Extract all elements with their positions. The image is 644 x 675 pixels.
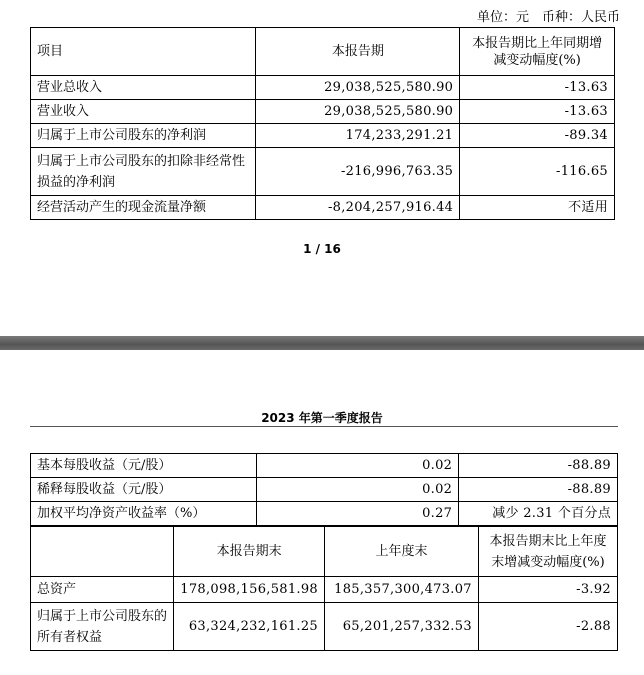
row-label: 归属于上市公司股东的净利润 [31,124,256,148]
header-current-period: 本报告期 [256,28,460,76]
row-value: 29,038,525,580.90 [256,76,460,100]
row-change: -13.63 [460,76,615,100]
table-row [31,478,618,502]
table-row [31,76,615,100]
row-label: 归属于上市公司股东的所有者权益 [31,603,174,651]
row-label: 加权平均净资产收益率（%） [31,502,257,526]
row-value: 174,233,291.21 [256,124,460,148]
page-number: 1 / 16 [303,242,341,256]
currency-unit-note: 单位：元 币种：人民币 [476,10,620,25]
row-value: -8,204,257,916.44 [256,196,460,220]
row-value-prior: 65,201,257,332.53 [325,603,479,651]
row-change: -89.34 [460,124,615,148]
table-row [31,148,615,196]
row-value-prior: 185,357,300,473.07 [325,577,479,603]
table-row [31,502,618,526]
row-label: 总资产 [31,577,174,603]
row-value: 0.02 [256,454,459,478]
row-value: 0.27 [256,502,459,526]
table-header-row [31,527,618,577]
row-change: -88.89 [459,478,618,502]
row-label: 稀释每股收益（元/股） [31,478,257,502]
per-share-table [30,453,618,526]
header-period-end: 本报告期末 [174,527,325,577]
row-change: 不适用 [460,196,615,220]
header-yoy-change: 本报告期比上年同期增减变动幅度(%) [460,28,615,76]
row-change: -116.65 [460,148,615,196]
balance-table [30,526,618,651]
row-value: -216,996,763.35 [256,148,460,196]
table-row [31,577,618,603]
financial-summary-table [30,27,615,220]
row-value: 178,098,156,581.98 [174,577,325,603]
header-rule [30,426,618,427]
row-value: 29,038,525,580.90 [256,100,460,124]
document-title: 2023 年第一季度报告 [261,411,383,425]
row-label: 归属于上市公司股东的扣除非经常性损益的净利润 [31,148,256,196]
table-header-row [31,28,615,76]
row-change: 减少 2.31 个百分点 [459,502,618,526]
table-row [31,124,615,148]
row-label: 基本每股收益（元/股） [31,454,257,478]
page-divider [0,336,644,350]
row-change: -13.63 [460,100,615,124]
header-change: 本报告期末比上年度末增减变动幅度(%) [478,527,617,577]
table-row [31,100,615,124]
table-row [31,454,618,478]
row-label: 营业收入 [31,100,256,124]
row-value: 0.02 [256,478,459,502]
row-change: -2.88 [478,603,617,651]
table-row [31,196,615,220]
header-item: 项目 [31,28,256,76]
header-prior-year-end: 上年度末 [325,527,479,577]
row-change: -3.92 [478,577,617,603]
row-change: -88.89 [459,454,618,478]
row-value: 63,324,232,161.25 [174,603,325,651]
row-label: 营业总收入 [31,76,256,100]
row-label: 经营活动产生的现金流量净额 [31,196,256,220]
table-row [31,603,618,651]
header-blank [31,527,174,577]
